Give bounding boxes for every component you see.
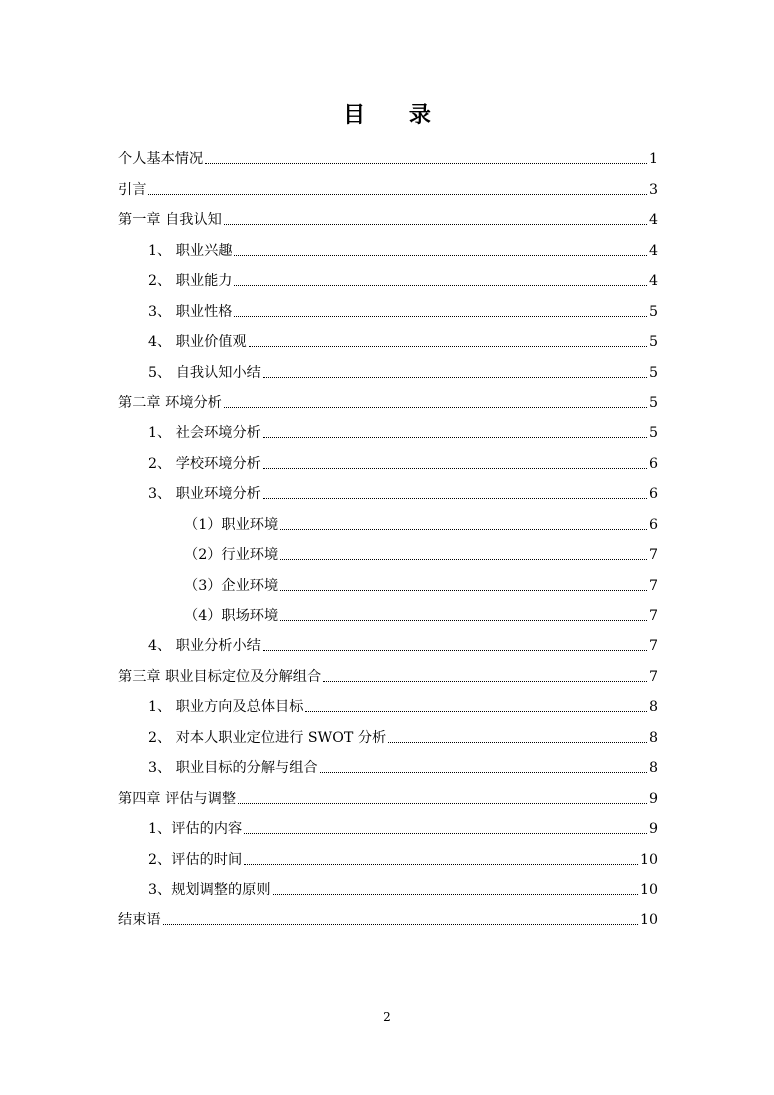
toc-entry-page: 4 [648,212,658,229]
toc-entry-page: 6 [648,455,658,472]
toc-entry-page: 4 [648,273,658,290]
toc-entry-page: 5 [648,425,658,442]
toc-leader-dots [280,590,647,591]
toc-entry-label: 3、 职业目标的分解与组合 [148,760,318,777]
toc-entry[interactable] [118,716,658,746]
toc-leader-dots [234,255,646,256]
toc-leader-dots [263,377,647,378]
toc-leader-dots [388,742,647,743]
toc-entry-page: 7 [648,668,658,685]
toc-entry-label: 第四章 评估与调整 [118,790,237,807]
toc-entry[interactable] [118,655,658,685]
toc-entry[interactable] [118,686,658,716]
toc-entry[interactable] [118,260,658,290]
toc-entry-label: 第一章 自我认知 [118,212,222,229]
toc-entry-page: 10 [639,881,658,898]
toc-entry-page: 9 [648,821,658,838]
toc-leader-dots [263,437,647,438]
toc-entry-label: 2、 学校环境分析 [148,455,261,472]
toc-entry[interactable] [118,351,658,381]
toc-leader-dots [263,468,647,469]
toc-leader-dots [224,407,647,408]
toc-entry-page: 7 [648,547,658,564]
toc-entry-label: 引言 [118,181,147,198]
toc-leader-dots [320,772,647,773]
toc-leader-dots [280,529,647,530]
toc-entry-label: 2、评估的时间 [148,851,243,868]
toc-entry[interactable] [118,229,658,259]
toc-entry-label: 4、 职业价值观 [148,334,247,351]
toc-entry-label: 1、 职业方向及总体目标 [148,699,304,716]
toc-entry[interactable] [118,138,658,168]
toc-entry-label: 5、 自我认知小结 [148,364,261,381]
toc-leader-dots [234,285,646,286]
page-number: 2 [383,1010,391,1024]
toc-entry-page: 8 [648,760,658,777]
toc-entry-page: 3 [648,181,658,198]
toc-leader-dots [205,163,647,164]
toc-leader-dots [224,224,647,225]
toc-entry[interactable] [118,595,658,625]
toc-leader-dots [273,894,638,895]
toc-entry-page: 9 [648,790,658,807]
toc-entry-label: 2、 职业能力 [148,273,233,290]
toc-entry[interactable] [118,473,658,503]
toc-entry[interactable] [118,290,658,320]
toc-entry-page: 1 [648,151,658,168]
toc-entry-label: 1、评估的内容 [148,821,243,838]
toc-entry[interactable] [118,321,658,351]
toc-entry[interactable] [118,564,658,594]
toc-entry[interactable] [118,412,658,442]
toc-entry-page: 8 [648,699,658,716]
page-title: 目 录 [343,102,449,128]
toc-entry[interactable] [118,534,658,564]
toc-leader-dots [148,194,647,195]
toc-entry[interactable] [118,442,658,472]
toc-entry-page: 5 [648,334,658,351]
toc-entry[interactable] [118,869,658,899]
toc-entry-label: （3）企业环境 [184,577,279,594]
toc-entry[interactable] [118,747,658,777]
toc-entry-label: 1、 职业兴趣 [148,242,233,259]
toc-entry-page: 4 [648,242,658,259]
toc-entry[interactable] [118,382,658,412]
toc-entry-page: 6 [648,516,658,533]
toc-entry-page: 8 [648,729,658,746]
toc-leader-dots [280,620,647,621]
toc-entry[interactable] [118,199,658,229]
toc-entry-page: 7 [648,577,658,594]
toc-entry[interactable] [118,899,658,929]
toc-leader-dots [305,711,647,712]
toc-entry-label: 3、规划调整的原则 [148,881,271,898]
toc-leader-dots [323,681,647,682]
toc-entry-page: 6 [648,486,658,503]
toc-entry-label: 2、 对本人职业定位进行 SWOT 分析 [148,729,387,746]
toc-entry-label: （4）职场环境 [184,608,279,624]
toc-entry-label: （2）行业环境 [184,547,279,564]
toc-entry[interactable] [118,838,658,868]
toc-leader-dots [238,803,647,804]
toc-entry-label: 4、 职业分析小结 [148,638,261,655]
toc-entry[interactable] [118,808,658,838]
toc-entry-label: 3、 职业性格 [148,303,233,320]
toc-leader-dots [280,559,647,560]
toc-entry-label: 第三章 职业目标定位及分解组合 [118,668,322,685]
toc-entry-page: 10 [639,912,658,929]
toc-entry[interactable] [118,168,658,198]
toc-leader-dots [263,650,647,651]
toc-entry[interactable] [118,625,658,655]
toc-entry[interactable] [118,503,658,533]
toc-entry-page: 7 [648,608,658,624]
toc-leader-dots [244,833,647,834]
toc-entry-label: 结束语 [118,912,161,929]
toc-entry-label: 1、 社会环境分析 [148,425,261,442]
toc-entry-label: （1）职业环境 [184,516,279,533]
toc-entry-label: 个人基本情况 [118,151,204,168]
toc-leader-dots [234,316,646,317]
toc-leader-dots [263,498,647,499]
toc-entry-page: 5 [648,303,658,320]
toc-entry-page: 5 [648,364,658,381]
table-of-contents [118,138,658,929]
toc-entry-label: 第二章 环境分析 [118,394,222,411]
toc-entry-page: 5 [648,394,658,411]
toc-leader-dots [163,924,638,925]
toc-leader-dots [244,864,638,865]
toc-entry-page: 7 [648,638,658,655]
toc-leader-dots [249,346,647,347]
toc-entry-label: 3、 职业环境分析 [148,486,261,503]
toc-entry[interactable] [118,777,658,807]
toc-entry-page: 10 [639,851,658,868]
